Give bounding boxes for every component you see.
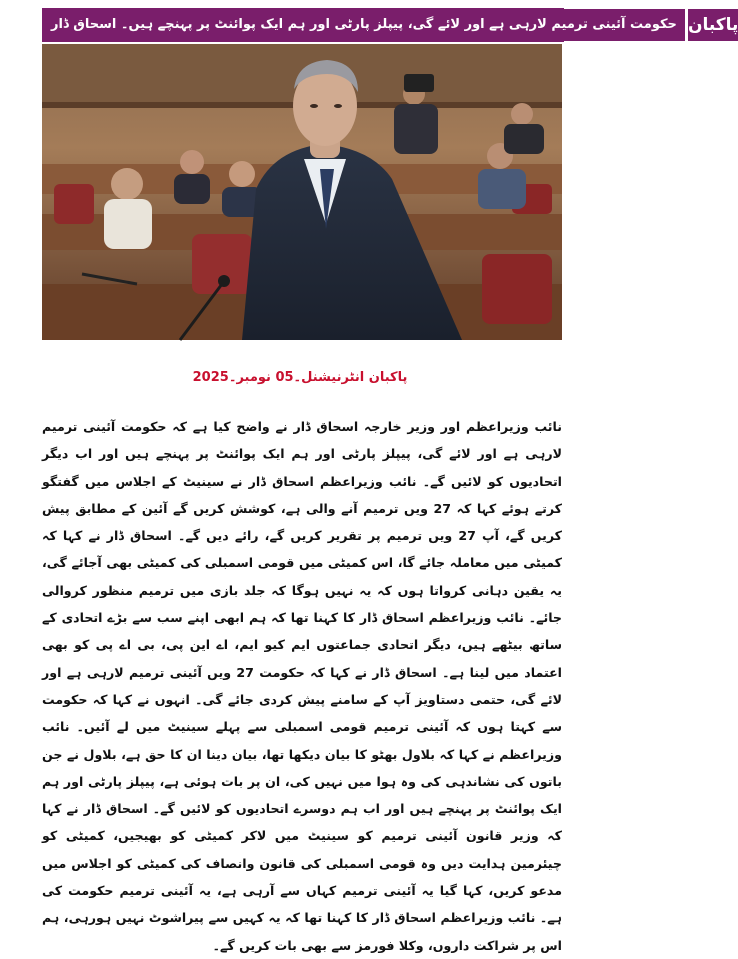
dateline: پاکبان انٹرنیشنل۔05 نومبر۔2025 (192, 370, 408, 385)
brand-logo[interactable]: پاکبان (685, 9, 738, 41)
headline[interactable]: حکومت آئینی ترمیم لارہی ہے اور لائے گی، پیپلز پارٹی اور ہم ایک پوائنٹ پر پہنچے ہیں۔ اسحاق ڈار (43, 9, 685, 41)
article-body: نائب وزیراعظم اور وزیر خارجہ اسحاق ڈار نے واضح کیا ہے کہ حکومت آئینی ترمیم لارہی ہے اور لائے گی، پیپلز پارٹی اور ہم ایک پوائنٹ پر پہنچے ہیں اور اب دیگر اتحادیوں کو لائیں گے۔ نائب وزیراعظم اسحاق ڈار نے سینیٹ کے اجلاس میں گفتگو کرتے ہوئے کہا کہ 27 ویں ترمیم آنے والی ہے، کوشش کریں گے آئین کے مطابق پیش کریں گے، آپ 27 ویں ترمیم پر تقریر کریں گے، رائے دیں گے۔ اسحاق ڈار نے کہا کہ کمیٹی میں معاملہ جائے گا، اس کمیٹی میں قومی اسمبلی کی کمیٹی بھی آجائے گی، یہ یقین دہانی کرواتا ہوں کہ یہ نہیں ہوگا کہ جلد بازی میں ترمیم منظور کروالی جائے۔ نائب وزیراعظم اسحاق ڈار کا کہنا تھا کہ ہم ابھی اپنے سب سے بڑے اتحادی کے ساتھ بیٹھے ہیں، دیگر اتحادی جماعتوں ایم کیو ایم، اے این پی، بی اے پی کو بھی اعتماد میں لینا ہے۔ اسحاق ڈار نے کہا کہ حکومت 27 ویں آئینی ترمیم لارہی ہے اور لائے گی، حتمی دستاویز آپ کے سامنے پیش کردی جائے گی۔ انہوں نے کہا کہ حکومت سے کہتا ہوں کہ آئینی ترمیم قومی اسمبلی سے پہلے سینیٹ میں لے آئیں۔ نائب وزیراعظم نے کہا کہ بلاول بھٹو کا بیان دیکھا تھا، بیان دینا ان کا حق ہے، بلاول نے جن باتوں کی نشاندہی کی وہ ہوا میں نہیں کی، ان پر بات ہوئی ہے، پیپلز پارٹی اور ہم ایک پوائنٹ پر پہنچے ہیں اور اب ہم دوسرے اتحادیوں کو لائیں گے۔ اسحاق ڈار نے کہا کہ وزیر قانون آئینی ترمیم کو سینیٹ میں لاکر کمیٹی کو بھیجیں، کمیٹی کو چیئرمین ہدایت دیں وہ قومی اسمبلی کی قانون وانصاف کی کمیٹی کو اجلاس میں مدعو کریں، کہا گیا یہ آئینی ترمیم کہاں سے آرہی ہے، یہ آئینی ترمیم حکومت کی ہے۔ نائب وزیراعظم اسحاق ڈار کا کہنا تھا کہ یہ کہیں سے پیراشوٹ نہیں ہورہی، ہم اس پر شراکت داروں، وکلا فورمز سے بھی بات کریں گے۔ (42, 419, 562, 953)
news-photo (42, 44, 562, 340)
headline-bar (42, 8, 738, 42)
senate-scene-illustration (42, 44, 562, 340)
